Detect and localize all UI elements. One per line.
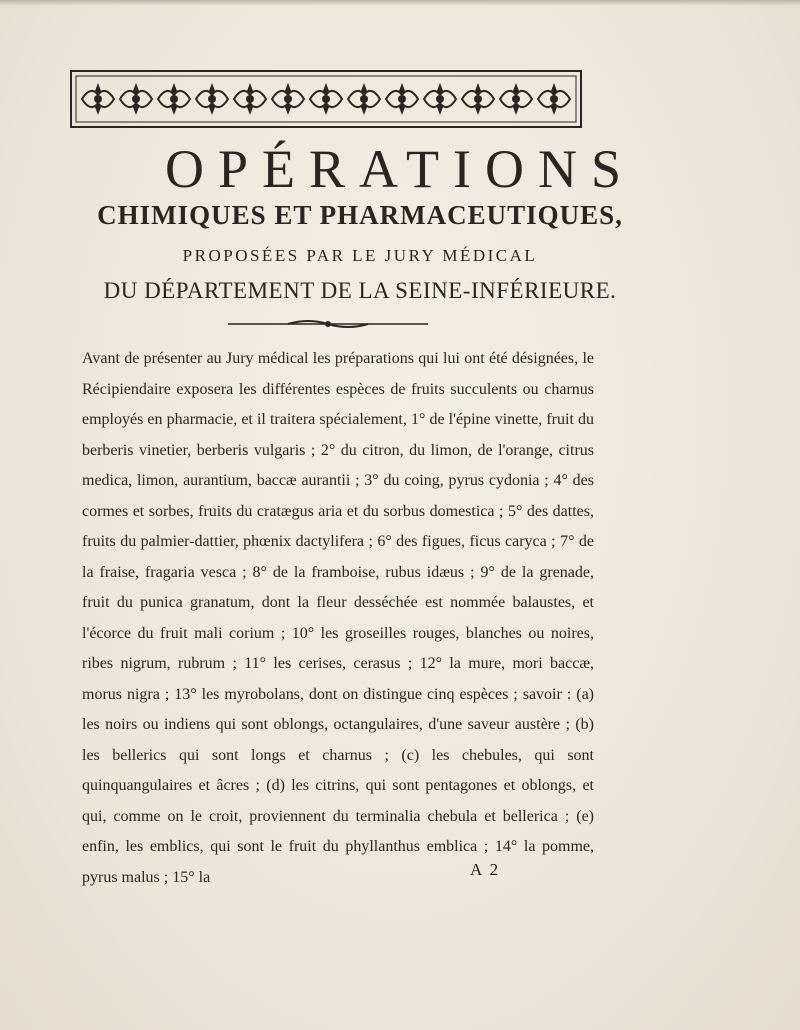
body-paragraph-block — [82, 344, 594, 893]
page-title: OPÉRATIONS — [164, 139, 636, 199]
subtitle: CHIMIQUES ET PHARMACEUTIQUES, — [97, 200, 623, 230]
department-line: DU DÉPARTEMENT DE LA SEINE-INFÉRIEURE. — [103, 278, 617, 303]
decorative-rule — [228, 318, 428, 330]
page-signature: A 2 — [470, 860, 501, 879]
page-edge — [0, 0, 800, 6]
fleuron-border-ornament — [70, 70, 582, 128]
body-paragraph: Avant de présenter au Jury médical les préparations qui lui ont été désignées, le Récipiendaire exposera les différentes espèces de fruits succulents ou charnus employés en pharmacie, et il traitera spécialement, 1° de l'épine vinette, fruit du berberis vinetier, berberis vulgaris ; 2° du citron, du limon, de l'orange, citrus medica, limon, aurantium, baccæ aurantii ; 3° du coing, pyrus cydonia ; 4° des cormes et sorbes, fruits du cratægus aria et du sorbus domestica ; 5° des dattes, fruits du palmier-dattier, phœnix dactylifera ; 6° des figues, ficus caryca ; 7° de la fraise, fragaria vesca ; 8° de la framboise, rubus idæus ; 9° de la grenade, fruit du punica granatum, dont la fleur desséchée est nommée balaustes, et l'écorce du fruit mali corium ; 10° les groseilles rouges, blanches ou noires, ribes nigrum, rubrum ; 11° les cerises, cerasus ; 12° la mure, mori baccæ, morus nigra ; 13° les myrobolans, dont on distingue cinq espèces ; savoir : (a) les noirs ou indiens qui sont oblongs, octangulaires, d'une saveur austère ; (b) les bellerics qui sont longs et charnus ; (c) les chebules, qui sont quinquangulaires et âcres ; (d) les citrins, qui sont pentagones et oblongs, et qui, comme on le croit, proviennent du terminalia chebula et bellerica ; (e) enfin, les emblics, qui sont le fruit du phyllanthus emblica ; 14° la pomme, pyrus malus ; 15° la — [82, 350, 594, 886]
proposed-by-line: PROPOSÉES PAR LE JURY MÉDICAL — [182, 246, 538, 265]
